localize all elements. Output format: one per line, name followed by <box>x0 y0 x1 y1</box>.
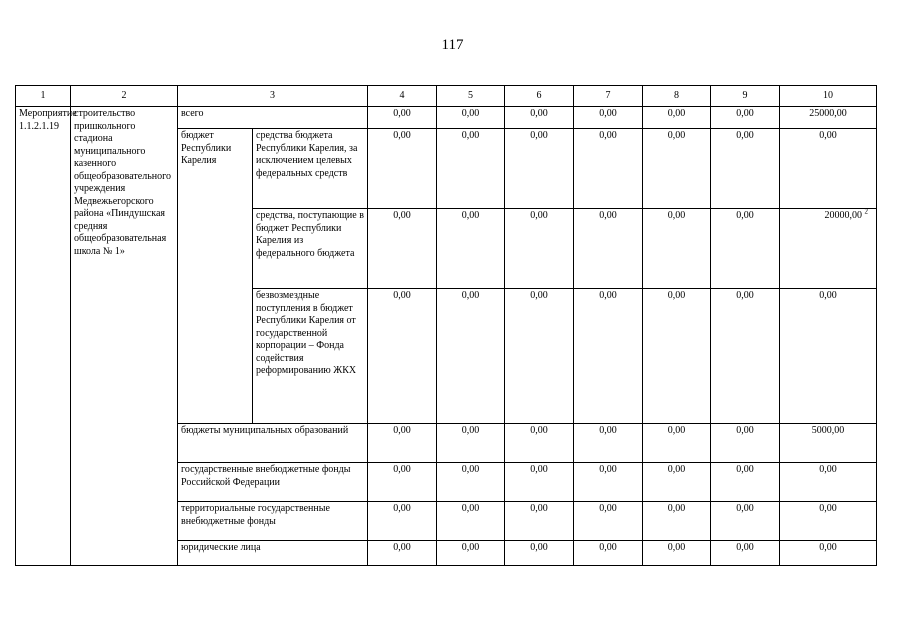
row-label: средства, поступающие в бюджет Республики Карелия из федерального бюджета <box>253 209 368 289</box>
value-cell: 0,00 <box>711 541 780 566</box>
value-cell: 0,00 <box>643 129 711 209</box>
value-cell: 0,00 <box>505 541 574 566</box>
value-cell: 0,00 <box>368 209 437 289</box>
value-cell: 0,00 <box>643 289 711 424</box>
value-cell: 0,00 <box>643 209 711 289</box>
value-cell: 0,00 <box>643 502 711 541</box>
value-cell: 0,00 <box>368 541 437 566</box>
value-cell: 0,00 <box>505 502 574 541</box>
value-cell: 0,00 <box>505 107 574 129</box>
value-cell: 0,00 <box>711 502 780 541</box>
row-label: территориальные государственные внебюджетные фонды <box>178 502 368 541</box>
value-cell: 0,00 <box>780 541 877 566</box>
value-cell: 0,00 <box>711 463 780 502</box>
value-cell: 0,00 <box>711 289 780 424</box>
value-cell: 0,00 <box>505 209 574 289</box>
header-row <box>16 86 877 107</box>
row-label: юридические лица <box>178 541 368 566</box>
header-cell: 2 <box>71 86 178 107</box>
value-cell: 0,00 <box>711 107 780 129</box>
value-cell: 0,00 <box>643 107 711 129</box>
value-cell: 25000,00 <box>780 107 877 129</box>
activity-name: строительство пришкольного стадиона муниципального казенного общеобразовательного учреждения Медвежьегорского района «Пиндушская средняя общеобразовательная школа № 1» <box>71 107 178 566</box>
page-number: 117 <box>441 37 464 53</box>
value-cell: 0,00 <box>437 107 505 129</box>
budget-table <box>15 85 877 566</box>
value-cell: 0,00 <box>780 289 877 424</box>
value-cell: 0,00 <box>574 289 643 424</box>
value-cell: 0,00 <box>437 541 505 566</box>
value-cell: 0,00 <box>437 129 505 209</box>
header-cell: 10 <box>780 86 877 107</box>
value-cell: 0,00 <box>437 502 505 541</box>
value-cell-footnoted <box>780 209 877 289</box>
header-cell: 8 <box>643 86 711 107</box>
row-label: всего <box>178 107 368 129</box>
value-cell: 0,00 <box>437 424 505 463</box>
header-cell: 6 <box>505 86 574 107</box>
value-cell: 0,00 <box>505 424 574 463</box>
value-cell: 5000,00 <box>780 424 877 463</box>
value-cell: 0,00 <box>643 541 711 566</box>
budget-group-label: бюджет Республики Карелия <box>178 129 253 424</box>
value-cell: 0,00 <box>437 209 505 289</box>
value-text: 20000,00 <box>824 210 862 221</box>
header-cell: 4 <box>368 86 437 107</box>
value-cell: 0,00 <box>368 424 437 463</box>
value-cell: 0,00 <box>505 463 574 502</box>
value-cell: 0,00 <box>643 424 711 463</box>
header-cell: 7 <box>574 86 643 107</box>
row-label: средства бюджета Республики Карелия, за исключением целевых федеральных средств <box>253 129 368 209</box>
value-cell: 0,00 <box>780 463 877 502</box>
value-cell: 0,00 <box>574 129 643 209</box>
value-cell: 0,00 <box>437 289 505 424</box>
value-cell: 0,00 <box>368 289 437 424</box>
value-cell: 0,00 <box>368 129 437 209</box>
row-label: безвозмездные поступления в бюджет Республики Карелия от государственной корпорации – Фонда содействия реформированию ЖКХ <box>253 289 368 424</box>
header-cell: 9 <box>711 86 780 107</box>
value-cell: 0,00 <box>574 502 643 541</box>
value-cell: 0,00 <box>711 129 780 209</box>
value-cell: 0,00 <box>368 502 437 541</box>
table-row <box>16 107 877 129</box>
value-cell: 0,00 <box>780 129 877 209</box>
value-cell: 0,00 <box>437 463 505 502</box>
activity-code: Мероприятие 1.1.2.1.19 <box>16 107 71 566</box>
value-cell: 0,00 <box>780 502 877 541</box>
value-cell: 0,00 <box>711 209 780 289</box>
footnote-mark: 2 <box>864 207 868 216</box>
value-cell: 0,00 <box>711 424 780 463</box>
header-cell: 1 <box>16 86 71 107</box>
value-cell: 0,00 <box>368 107 437 129</box>
value-cell: 0,00 <box>368 463 437 502</box>
value-cell: 0,00 <box>574 541 643 566</box>
row-label: бюджеты муниципальных образований <box>178 424 368 463</box>
value-cell: 0,00 <box>505 129 574 209</box>
row-label: государственные внебюджетные фонды Российской Федерации <box>178 463 368 502</box>
value-cell: 0,00 <box>574 424 643 463</box>
value-cell: 0,00 <box>505 289 574 424</box>
value-cell: 0,00 <box>574 107 643 129</box>
header-cell: 3 <box>178 86 368 107</box>
header-cell: 5 <box>437 86 505 107</box>
value-cell: 0,00 <box>574 463 643 502</box>
value-cell: 0,00 <box>643 463 711 502</box>
value-cell: 0,00 <box>574 209 643 289</box>
